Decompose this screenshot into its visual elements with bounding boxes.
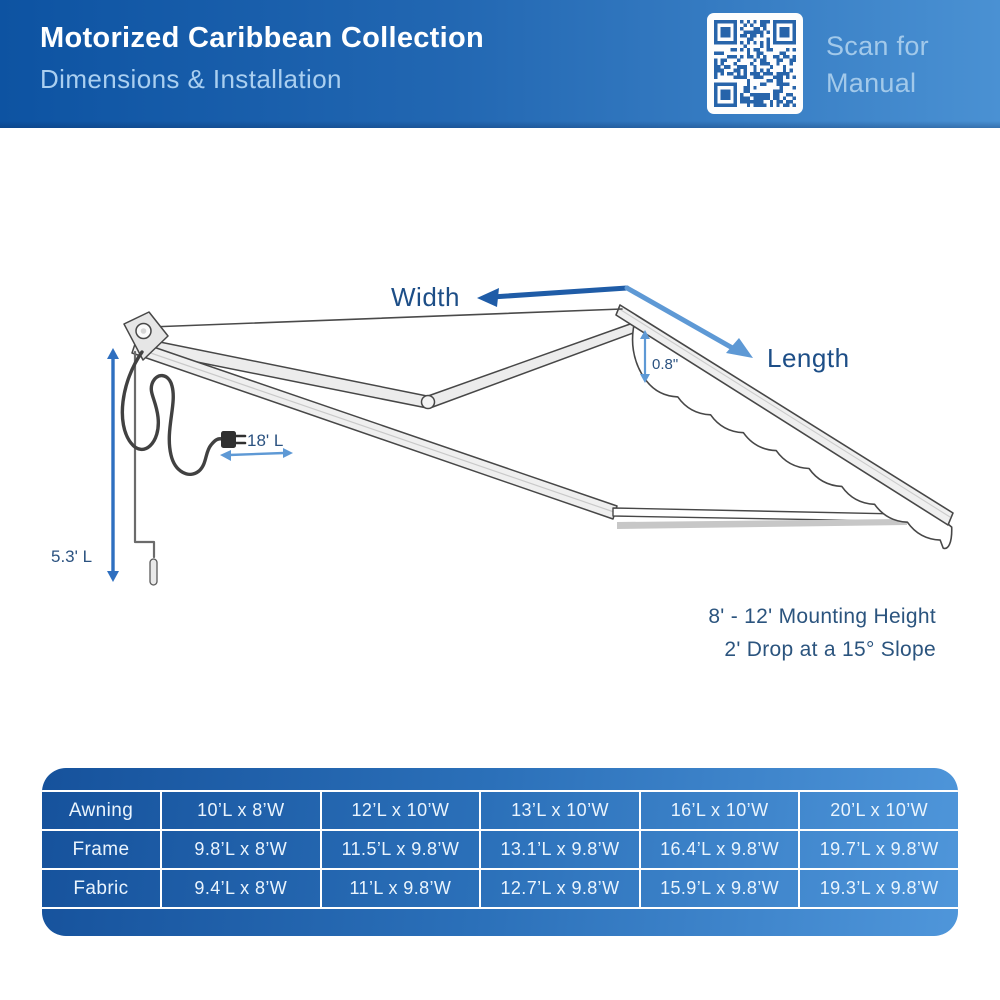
- dimensions-table-panel: [42, 768, 958, 936]
- awning-size-cell: 10’L x 8’W: [161, 791, 321, 830]
- elbow-joint: [422, 396, 435, 409]
- awning-forearm: [428, 323, 636, 408]
- fabric-size-cell: 9.4’L x 8’W: [161, 869, 321, 908]
- hang-arrowhead-down-icon: [107, 571, 119, 582]
- page-title: Motorized Caribbean Collection: [40, 22, 485, 54]
- page-subtitle: Dimensions & Installation: [40, 64, 342, 94]
- width-label: Width: [391, 282, 460, 312]
- frame-size-cell: 9.8’L x 8’W: [161, 830, 321, 869]
- fabric-size-cell: 15.9’L x 9.8’W: [640, 869, 800, 908]
- hanging-wand: [150, 559, 157, 585]
- cord-arrowhead-right-icon: [283, 448, 293, 458]
- dimensions-table: [42, 790, 958, 909]
- scan-line1: Scan for: [826, 31, 929, 61]
- front-rail: [616, 305, 953, 525]
- frame-size-cell: 19.7’L x 9.8’W: [799, 830, 958, 869]
- width-arrowhead-icon: [477, 288, 499, 307]
- row-header-fabric: Fabric: [42, 869, 161, 908]
- awning-size-cell: 16’L x 10’W: [640, 791, 800, 830]
- table-row-frame: [42, 830, 958, 869]
- bracket-cap-center: [141, 328, 147, 334]
- awning-size-cell: 12’L x 10’W: [321, 791, 481, 830]
- table-row-fabric: [42, 869, 958, 908]
- width-arrow: [492, 288, 627, 297]
- frame-size-cell: 13.1’L x 9.8’W: [480, 830, 640, 869]
- front-bottom-bar-shadow: [617, 519, 907, 529]
- power-plug-icon: [221, 431, 236, 448]
- fabric-size-cell: 12.7’L x 9.8’W: [480, 869, 640, 908]
- scan-line2: Manual: [826, 68, 917, 98]
- table-row-awning: [42, 791, 958, 830]
- row-header-frame: Frame: [42, 830, 161, 869]
- slope-drop-note: 2' Drop at a 15° Slope: [724, 638, 936, 661]
- frame-size-cell: 11.5’L x 9.8’W: [321, 830, 481, 869]
- cord-length-label: 18' L: [247, 431, 284, 450]
- valance-drop-label: 0.8": [652, 356, 679, 373]
- front-rail-highlight: [621, 310, 950, 517]
- fabric-top-edge: [150, 309, 622, 327]
- hang-length-label: 5.3' L: [51, 547, 93, 566]
- cord-length-arrow: [229, 453, 284, 455]
- cord-arrowhead-left-icon: [220, 450, 231, 461]
- fabric-size-cell: 11’L x 9.8’W: [321, 869, 481, 908]
- row-header-awning: Awning: [42, 791, 161, 830]
- awning-size-cell: 13’L x 10’W: [480, 791, 640, 830]
- mounting-height-note: 8' - 12' Mounting Height: [708, 605, 936, 628]
- arm-highlight: [139, 349, 614, 512]
- fabric-size-cell: 19.3’L x 9.8’W: [799, 869, 958, 908]
- awning-size-cell: 20’L x 10’W: [799, 791, 958, 830]
- hang-arrowhead-up-icon: [107, 348, 119, 359]
- frame-size-cell: 16.4’L x 9.8’W: [640, 830, 800, 869]
- length-label: Length: [767, 343, 850, 373]
- plug-prongs: [236, 436, 245, 443]
